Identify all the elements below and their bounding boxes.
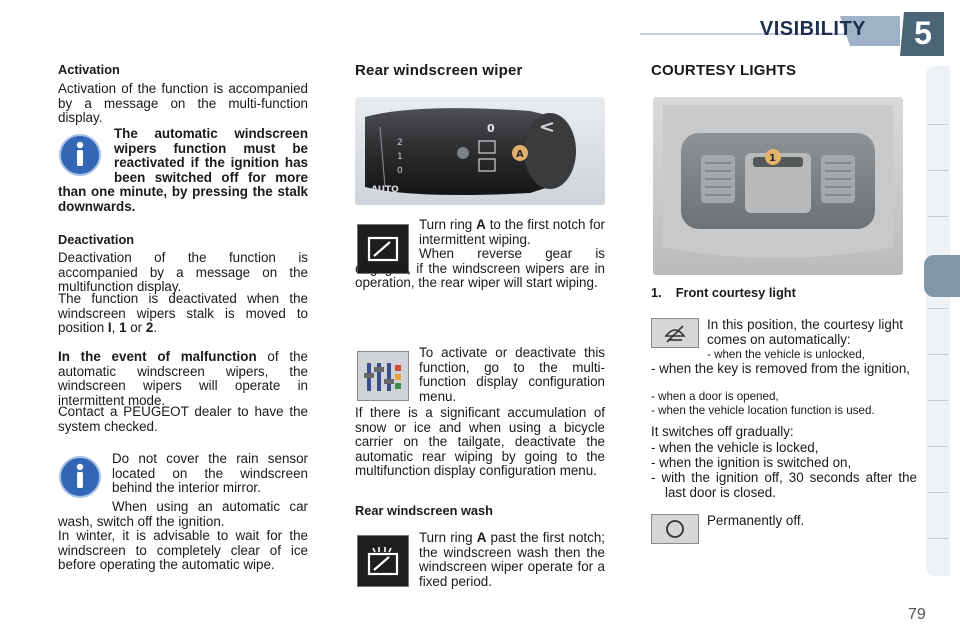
info-icon [58, 455, 102, 499]
courtesy-light-photo [653, 97, 903, 275]
page-title: VISIBILITY [759, 18, 866, 40]
courtesy-auto-icon [651, 318, 699, 348]
callout-1: 1 [769, 153, 776, 164]
courtesy-off-icon [651, 514, 699, 544]
page-number: 79 [908, 606, 926, 623]
separator-2: or [126, 320, 146, 336]
separator-1: , [111, 320, 120, 336]
separator-3: . [153, 320, 158, 336]
off-item-locked: - when the vehicle is locked, [651, 440, 819, 455]
info-note-stalk [58, 127, 308, 215]
stalk-ring-label: A [516, 149, 524, 160]
deactivation-position-lead: The function is deactivated when the windscreen wipers stalk is moved to position [58, 291, 308, 336]
stalk-auto-label: AUTO [371, 185, 399, 195]
caption-text: Front courtesy light [675, 285, 796, 300]
rear-wiper-title: Rear windscreen wiper [355, 62, 523, 79]
deactivation-position-text [58, 292, 308, 336]
wiper-stalk-photo [355, 97, 605, 205]
auto-item-key-removed: - when the key is removed from the ignition, [651, 361, 911, 376]
off-item-30-seconds: - with the ignition off, 30 seconds after the last door is closed. [651, 470, 917, 500]
wash-ring-A-label: A [476, 530, 487, 545]
position-I: I [107, 320, 112, 336]
config-menu-text: To activate or deactivate this function, go to the multi-function display configuration menu. [419, 345, 605, 404]
turn-ring-lead: Turn ring [419, 217, 477, 232]
info-note-stalk-text: The automatic windscreen wipers function must be reactivated if the ignition has been switched off for more than one minute, by pressing the stalk downwards. [58, 126, 308, 214]
courtesy-caption [651, 285, 796, 300]
snow-ice-text: If there is a significant accumulation of snow or ice and when using a bicycle carrier on the tailgate, deactivate the automatic rear wiping by going to the multifunction display configuration menu. [355, 405, 605, 479]
rear-wash-icon [357, 535, 409, 587]
off-item-ignition-on: - when the ignition is switched on, [651, 455, 852, 470]
courtesy-auto-text: In this position, the courtesy light comes on automatically: [707, 317, 903, 347]
chapter-number: 5 [914, 14, 932, 51]
svg-text:0: 0 [397, 166, 403, 176]
active-chapter-tab[interactable] [924, 255, 960, 297]
turn-ring-intermittent-text [419, 218, 605, 247]
stalk-zero-label: 0 [487, 122, 495, 135]
auto-item-location: - when the vehicle location function is used. [651, 404, 875, 417]
car-wash-text: When using an automatic car wash, switch off the ignition. [58, 499, 308, 529]
auto-item-unlocked: - when the vehicle is unlocked, [707, 348, 865, 361]
position-2: 2 [145, 320, 154, 336]
rear-wash-title: Rear windscreen wash [355, 503, 493, 518]
deactivation-title: Deactivation [58, 232, 135, 247]
winter-text: In winter, it is advisable to wait for the windscreen to completely clear of ice before operating the automatic wipe. [58, 528, 308, 573]
rear-wash-tail: past the first notch; the windscreen wash then the windscreen wiper operate for a fixed period. [419, 530, 606, 589]
rear-wash-text [419, 531, 605, 589]
reverse-gear-text: When reverse gear is engaged, if the windscreen wipers are in operation, the rear wiper will start wiping. [355, 246, 605, 291]
malfunction-lead: In the event of malfunction [58, 349, 257, 364]
turn-ring-tail: to the first notch for intermittent wiping. [419, 217, 605, 247]
courtesy-lights-title: COURTESY LIGHTS [651, 62, 797, 79]
svg-text:2: 2 [397, 138, 403, 148]
rain-sensor-text: Do not cover the rain sensor located on the windscreen behind the interior mirror. [112, 451, 308, 496]
rear-wash-lead: Turn ring [419, 530, 477, 545]
ring-A-label: A [476, 217, 486, 232]
permanently-off-text: Permanently off. [707, 513, 805, 528]
deactivation-text: Deactivation of the function is accompanied by a message on the multifunction display. [58, 250, 308, 295]
off-gradual-title: It switches off gradually: [651, 424, 794, 439]
contact-dealer-text: Contact a PEUGEOT dealer to have the system checked. [58, 404, 308, 434]
malfunction-text [58, 350, 308, 408]
config-menu-icon [357, 351, 409, 401]
position-1: 1 [119, 320, 127, 336]
svg-text:1: 1 [397, 152, 403, 162]
activation-title: Activation [58, 62, 120, 77]
activation-text: Activation of the function is accompanied by a message on the multi-function display. [58, 81, 308, 126]
malfunction-body: of the automatic windscreen wipers, the windscreen wipers will operate in intermittent mode. [58, 349, 308, 408]
caption-number: 1. [651, 285, 662, 300]
auto-item-door-opened: - when a door is opened, [651, 390, 779, 403]
chapter-tab-strip [926, 66, 950, 576]
